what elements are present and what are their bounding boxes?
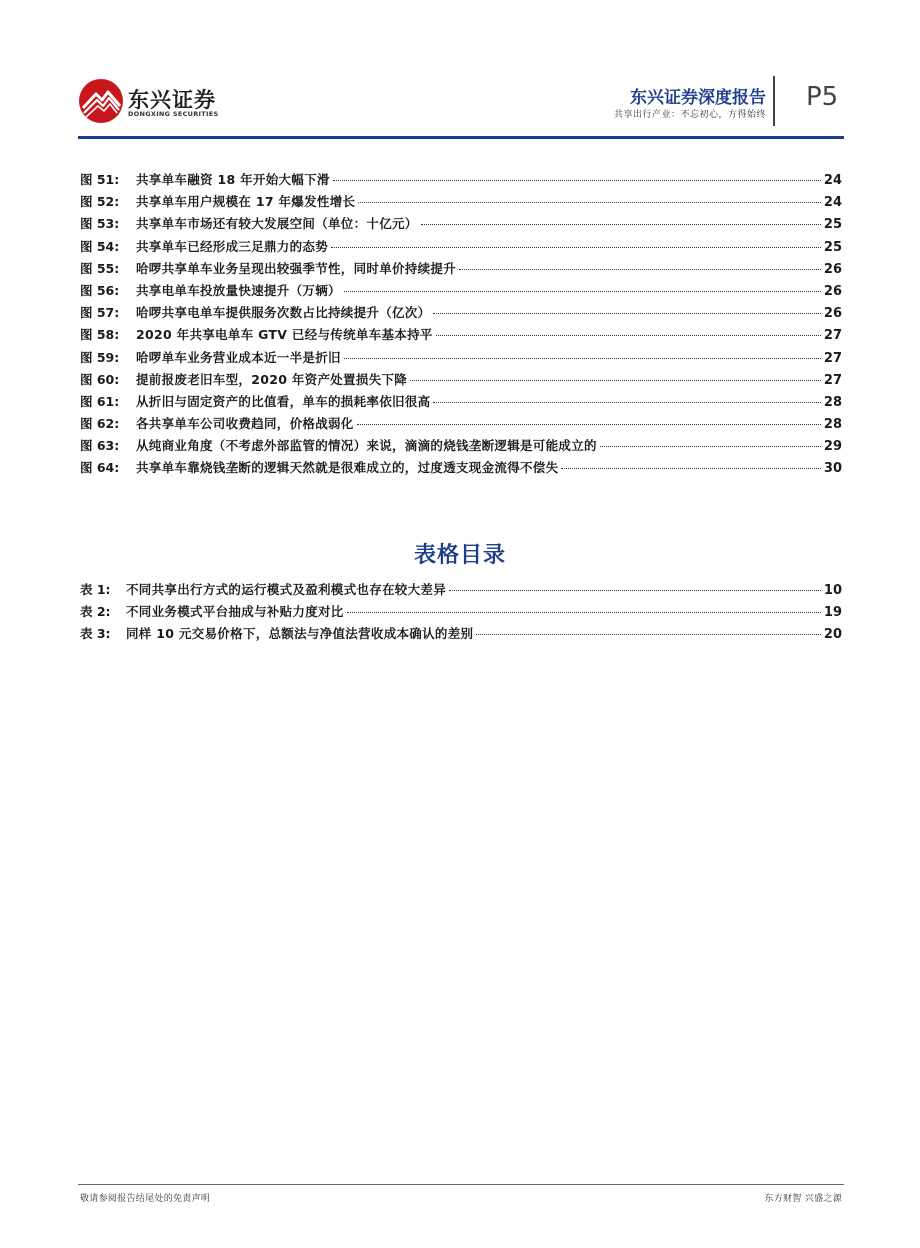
entry-title: 哈啰单车业务营业成本近一半是折旧 [136,349,341,365]
leader-dots [331,247,821,248]
report-subtitle: 共享出行产业：不忘初心，方得始终 [613,110,766,120]
entry-label: 图 59: [80,349,120,365]
entry-title: 共享单车靠烧钱垄断的逻辑天然就是很难成立的，过度透支现金流得不偿失 [136,460,559,476]
entry-title: 共享电单车投放量快速提升（万辆） [136,282,341,298]
leader-dots [433,402,821,403]
entry-title: 从折旧与固定资产的比值看，单车的损耗率依旧很高 [136,393,431,409]
toc-entry[interactable] [80,436,842,458]
entry-page: 27 [823,328,842,344]
entry-label: 表 1: [80,582,111,597]
entry-label: 图 56: [80,282,120,298]
toc-entry[interactable] [80,624,842,646]
toc-entry[interactable] [80,259,842,281]
leader-dots [561,468,821,469]
entry-title: 共享单车用户规模在 17 年爆发性增长 [136,194,356,210]
leader-dots [357,424,821,425]
entry-title: 2020 年共享电单车 GTV 已经与传统单车基本持平 [136,327,433,343]
leader-dots [433,313,821,314]
entry-title: 哈啰共享电单车提供服务次数占比持续提升（亿次） [136,305,431,321]
entry-label: 图 58: [80,327,120,343]
leader-dots [476,634,821,635]
entry-label: 图 57: [80,305,120,321]
toc-entry[interactable] [80,237,842,259]
toc-entry[interactable] [80,303,842,325]
toc-entry[interactable] [80,580,842,602]
entry-label: 图 63: [80,438,120,454]
report-title: 东兴证券深度报告 [630,88,766,108]
leader-dots [344,291,821,292]
leader-dots [358,202,821,203]
leader-dots [333,180,821,181]
entry-title: 同样 10 元交易价格下，总额法与净值法营收成本确认的差别 [126,626,474,642]
entry-page: 25 [823,239,842,255]
footer-rule [78,1184,844,1185]
toc-entry[interactable] [80,458,842,480]
entry-page: 27 [823,372,842,388]
toc-entry[interactable] [80,192,842,214]
table-list [80,580,842,647]
toc-entry[interactable] [80,370,842,392]
company-logo [78,78,238,128]
leader-dots [421,224,821,225]
leader-dots [436,335,821,336]
page-number: P5 [806,82,839,112]
figure-list [80,170,842,481]
entry-label: 图 64: [80,460,120,476]
entry-title: 共享单车融资 18 年开始大幅下滑 [136,172,330,187]
logo-en-text: DONGXING SECURITIES [128,110,219,118]
toc-entry[interactable] [80,170,842,192]
entry-label: 表 3: [80,626,111,642]
entry-page: 24 [823,173,842,188]
page-header [78,74,844,140]
tables-section-title: 表格目录 [413,543,506,568]
entry-title: 从纯商业角度（不考虑外部监管的情况）来说，滴滴的烧钱垄断逻辑是可能成立的 [136,438,597,454]
entry-page: 26 [823,283,842,299]
entry-page: 28 [823,394,842,410]
entry-title: 提前报废老旧车型，2020 年资产处置损失下降 [136,371,408,387]
entry-title: 不同业务模式平台抽成与补贴力度对比 [126,604,344,620]
toc-entry[interactable] [80,281,842,303]
entry-title: 共享单车市场还有较大发展空间（单位：十亿元） [136,216,418,232]
entry-page: 20 [823,627,842,643]
entry-title: 各共享单车公司收费趋同，价格战弱化 [136,416,354,432]
disclaimer-note: 敬请参阅报告结尾处的免责声明 [80,1194,211,1204]
entry-page: 10 [823,583,842,598]
entry-page: 30 [823,461,842,477]
dongxing-logo-icon [78,78,124,124]
leader-dots [410,380,821,381]
entry-title: 哈啰共享单车业务呈现出较强季节性，同时单价持续提升 [136,260,457,276]
entry-label: 图 52: [80,194,120,210]
leader-dots [449,590,821,591]
entry-page: 19 [823,605,842,621]
toc-entry[interactable] [80,602,842,624]
leader-dots [344,358,821,359]
entry-label: 图 51: [80,172,120,187]
entry-label: 图 60: [80,371,120,387]
toc-entry[interactable] [80,325,842,347]
entry-title: 不同共享出行方式的运行模式及盈利模式也存在较大差异 [126,582,447,597]
footer-slogan: 东方财智 兴盛之源 [764,1194,842,1204]
header-divider [773,76,775,126]
toc-entry[interactable] [80,214,842,236]
entry-page: 26 [823,306,842,322]
logo-cn-text: 东兴证券 [128,88,216,112]
toc-entry[interactable] [80,392,842,414]
entry-label: 图 55: [80,260,120,276]
entry-page: 25 [823,217,842,233]
entry-label: 表 2: [80,604,111,620]
entry-page: 29 [823,439,842,455]
entry-label: 图 62: [80,416,120,432]
entry-page: 24 [823,195,842,211]
toc-entry[interactable] [80,414,842,436]
leader-dots [347,612,821,613]
entry-page: 28 [823,417,842,433]
entry-label: 图 53: [80,216,120,232]
entry-page: 26 [823,261,842,277]
leader-dots [459,269,821,270]
leader-dots [600,446,821,447]
entry-label: 图 54: [80,238,120,254]
entry-page: 27 [823,350,842,366]
header-rule [78,136,844,139]
entry-title: 共享单车已经形成三足鼎力的态势 [136,238,329,254]
entry-label: 图 61: [80,393,120,409]
toc-entry[interactable] [80,348,842,370]
